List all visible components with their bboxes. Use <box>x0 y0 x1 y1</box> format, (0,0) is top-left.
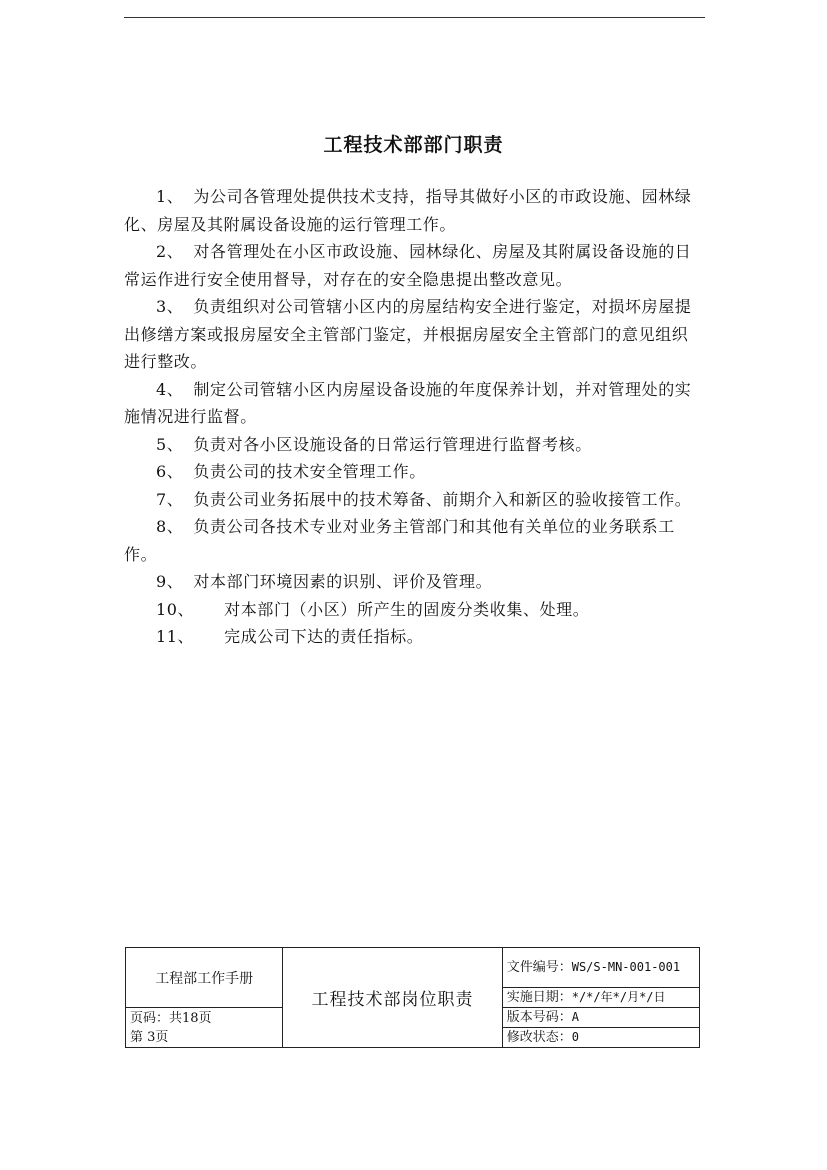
revision-cell <box>502 1028 699 1048</box>
duty-item <box>124 596 696 624</box>
duty-item <box>124 431 696 459</box>
duty-item <box>124 376 696 431</box>
item-number: 1、 <box>156 187 184 206</box>
version-value: A <box>571 1010 579 1024</box>
item-text: 制定公司管辖小区内房屋设备设施的年度保养计划，并对管理处的实施情况进行监督。 <box>124 379 692 426</box>
item-text: 负责公司的技术安全管理工作。 <box>193 462 426 481</box>
item-number: 6、 <box>156 462 184 481</box>
item-number: 4、 <box>156 379 184 399</box>
center-title-cell: 工程技术部岗位职责 <box>283 948 502 1048</box>
item-text: 负责对各小区设施设备的日常运行管理进行监督考核。 <box>193 434 592 454</box>
duty-item <box>124 486 696 514</box>
item-text: 负责公司业务拓展中的技术筹备、前期介入和新区的验收接管工作。 <box>193 489 692 509</box>
item-text: 为公司各管理处提供技术支持，指导其做好小区的市政设施、园林绿化、房屋及其附属设备设施的运行管理工作。 <box>124 187 692 234</box>
file-number-cell <box>502 948 699 988</box>
page-current: 第 3页 <box>130 1030 169 1045</box>
document-title: 工程技术部部门职责 <box>323 134 504 156</box>
page-total: 页码：共18页 <box>130 1011 212 1026</box>
item-number: 9、 <box>156 572 184 591</box>
header-rule <box>124 17 705 18</box>
item-text: 对各管理处在小区市政设施、园林绿化、房屋及其附属设备设施的日常运作进行安全使用督导，对存在的安全隐患提出整改意见。 <box>124 242 692 289</box>
page-info-cell <box>126 1008 283 1048</box>
implementation-date-value: */*/年*/月*/日 <box>571 990 666 1004</box>
item-number: 7、 <box>156 489 184 509</box>
revision-label: 修改状态： <box>506 1030 572 1045</box>
version-cell <box>502 1008 699 1028</box>
item-text: 对本部门（小区）所产生的固废分类收集、处理。 <box>224 599 590 619</box>
item-number: 10、 <box>156 599 195 619</box>
duty-item <box>124 238 696 293</box>
item-number: 11、 <box>156 627 195 646</box>
item-number: 8、 <box>156 517 184 536</box>
implementation-date-label: 实施日期： <box>506 990 572 1005</box>
version-label: 版本号码： <box>506 1010 572 1025</box>
duty-item <box>124 568 696 596</box>
item-text: 负责公司各技术专业对业务主管部门和其他有关单位的业务联系工作。 <box>124 517 675 564</box>
revision-value: 0 <box>571 1030 579 1044</box>
item-number: 2、 <box>156 242 184 261</box>
document-control-table <box>125 947 700 1048</box>
file-number-value: WS/S-MN-001-001 <box>571 960 681 974</box>
duty-item <box>124 293 696 376</box>
manual-name-cell: 工程部工作手册 <box>126 948 283 1008</box>
implementation-date-cell <box>502 988 699 1008</box>
duty-item <box>124 458 696 486</box>
file-number-label: 文件编号： <box>506 960 572 975</box>
item-text: 完成公司下达的责任指标。 <box>224 627 424 646</box>
duty-item <box>124 623 696 651</box>
duty-item <box>124 183 696 238</box>
item-text: 对本部门环境因素的识别、评价及管理。 <box>193 572 493 591</box>
item-text: 负责组织对公司管辖小区内的房屋结构安全进行鉴定，对损坏房屋提出修缮方案或报房屋安全主管部门鉴定，并根据房屋安全主管部门的意见组织进行整改。 <box>124 297 692 371</box>
duty-item <box>124 513 696 568</box>
item-number: 3、 <box>156 297 184 316</box>
item-number: 5、 <box>156 434 184 454</box>
duties-list <box>124 183 696 651</box>
